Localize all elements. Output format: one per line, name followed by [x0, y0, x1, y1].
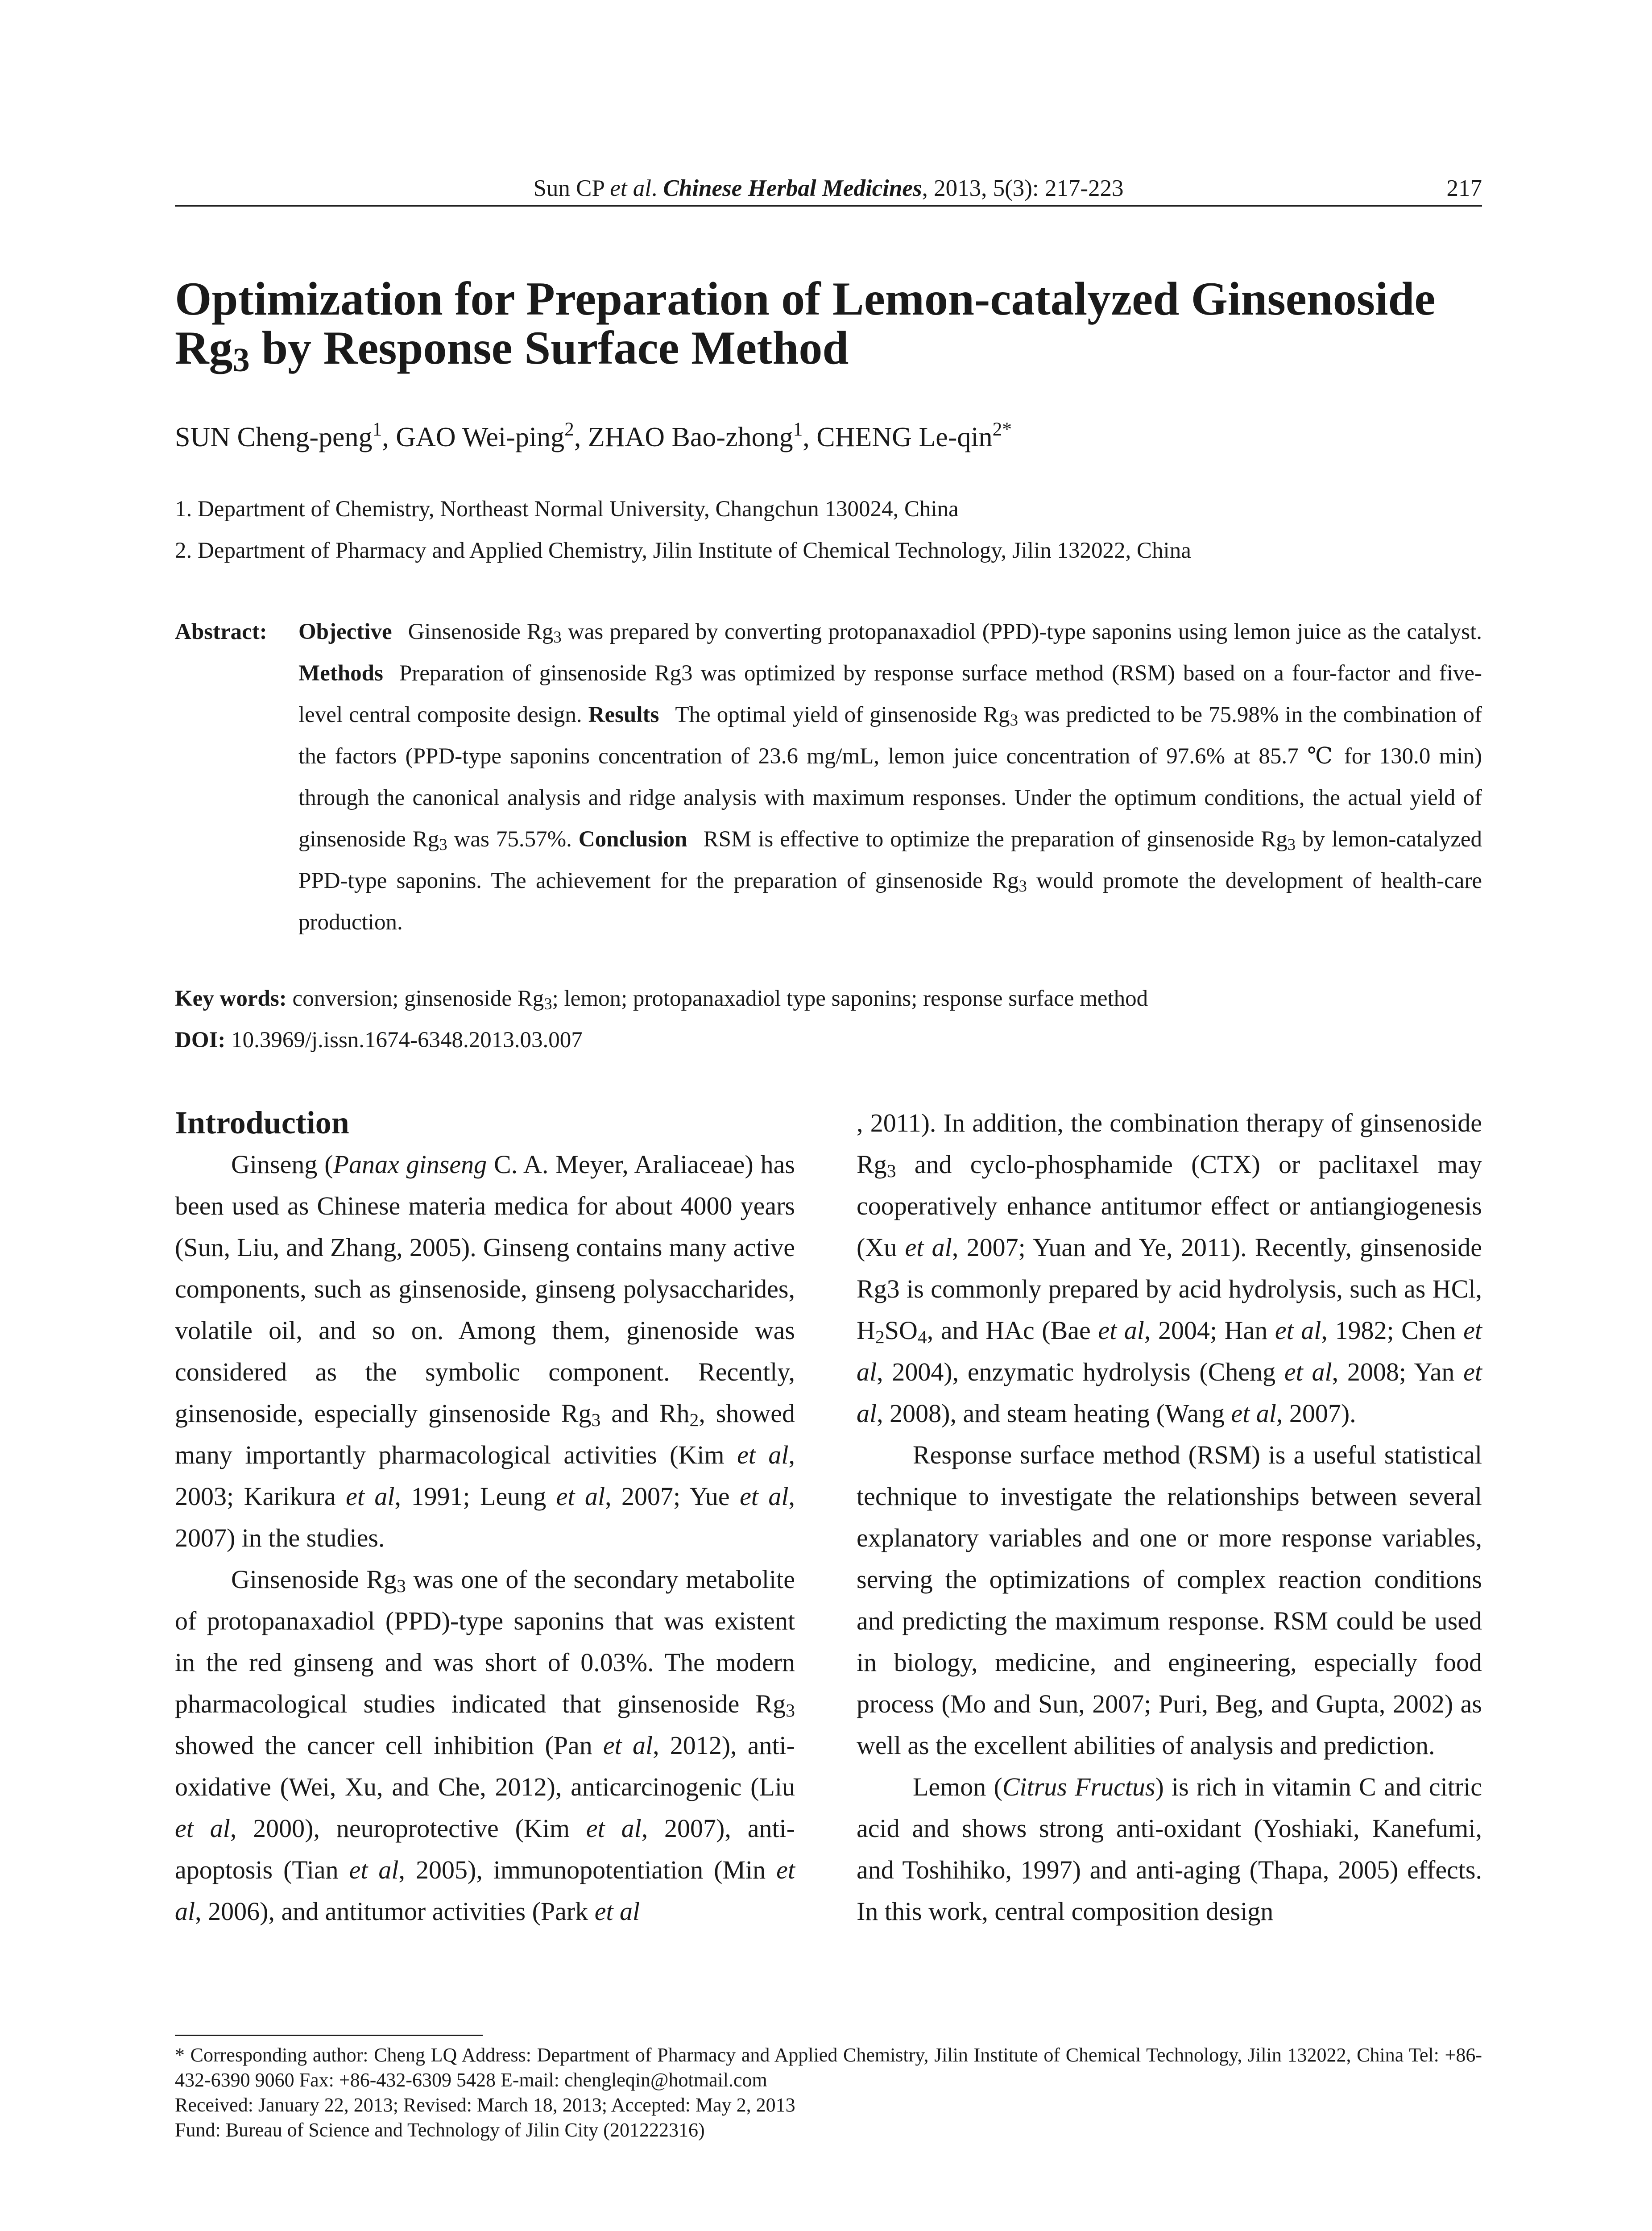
italic-text: et al: [346, 1482, 395, 1511]
body-text: , showed many importantly pharmacological activities (Kim: [175, 1399, 795, 1469]
footnotes: [175, 2043, 1482, 2143]
italic-text: et al: [349, 1855, 399, 1884]
received-dates: Received: January 22, 2013; Revised: March 18, 2013; Accepted: May 2, 2013: [175, 2094, 795, 2116]
abstract-text: would promote the development of health-care production.: [298, 868, 1482, 935]
body-text: , 1982; Chen: [1321, 1316, 1464, 1345]
italic-text: et al: [1284, 1357, 1332, 1386]
body-text: , 2003; Karikura: [175, 1440, 795, 1511]
body-text: , 2012), anti-oxidative (Wei, Xu, and Che, 2012), anticarcinogenic (Liu: [175, 1731, 795, 1801]
italic-text: et al: [1275, 1316, 1321, 1345]
italic-text: et al: [1231, 1399, 1276, 1428]
subscript: 3: [886, 1161, 896, 1182]
author-separator: ,: [803, 422, 817, 452]
body-text: ) is rich in vitamin C and citric acid and shows strong anti-oxidant (Yoshiaki, Kanefumi, and Toshihiko, 1997) and anti-aging (Thapa, 2005) effects. In this work, central composition design: [857, 1772, 1482, 1926]
author-separator: ,: [574, 422, 588, 452]
subscript: 3: [544, 995, 552, 1013]
author-name: GAO Wei-ping: [396, 422, 565, 452]
conclusion-label: Conclusion: [578, 827, 687, 852]
italic-text: et al: [594, 1897, 640, 1926]
author-affiliation-mark: 2*: [992, 419, 1012, 440]
italic-text: et al: [1098, 1316, 1144, 1345]
doi-label: DOI:: [175, 1028, 226, 1053]
body-text: Ginseng (: [231, 1150, 333, 1179]
keywords-text: conversion; ginsenoside Rg: [286, 986, 544, 1011]
keywords: [175, 983, 1482, 1014]
page-number: 217: [1446, 175, 1482, 201]
abstract-text: was prepared by converting protopanaxadiol (PPD)-type saponins using lemon juice as the catalyst.: [561, 619, 1482, 644]
section-heading-introduction: Introduction: [175, 1105, 349, 1140]
author: [588, 419, 817, 452]
methods-label: Methods: [298, 661, 383, 686]
abstract-label: Abstract:: [175, 619, 267, 644]
author-affiliation-mark: 1: [793, 419, 803, 440]
body-text: , 2007; Yuan and Ye, 2011). Recently, ginsenoside Rg3 is commonly prepared by acid hydrolysis, such as HCl, H: [857, 1233, 1482, 1345]
body-text: , 2005), immunopotentiation (Min: [398, 1855, 777, 1884]
author-affiliation-mark: 2: [564, 419, 574, 440]
italic-text: et al: [175, 1814, 230, 1843]
body-text: , 2008), and steam heating (Wang: [877, 1399, 1231, 1428]
intro-paragraph-4: [857, 1766, 1482, 1932]
body-text: was one of the secondary metabolite of protopanaxadiol (PPD)-type saponins that was existent in the red ginseng and was short of 0.03%. The modern pharmacological studies indicated that ginsenoside Rg: [175, 1565, 795, 1718]
header-citation: [175, 175, 1482, 202]
abstract-text: Ginsenoside Rg: [408, 619, 554, 644]
doi-value: 10.3969/j.issn.1674-6348.2013.03.007: [225, 1028, 583, 1053]
author-separator: ,: [382, 422, 396, 452]
doi: [175, 1024, 1482, 1056]
intro-paragraph-3: [857, 1434, 1482, 1766]
italic-text: et al: [857, 1357, 1482, 1428]
body-text: , 2008; Yan: [1332, 1357, 1464, 1386]
subscript: 3: [396, 1576, 406, 1597]
body-text: , 2007), anti-apoptosis (Tian: [175, 1814, 795, 1884]
subscript: 3: [786, 1700, 795, 1721]
italic-text: et al: [603, 1731, 653, 1760]
body-text: , 2007).: [1276, 1399, 1356, 1428]
italic-text: et al: [556, 1482, 605, 1511]
italic-text: Citrus Fructus: [1002, 1772, 1155, 1801]
italic-text: et al: [740, 1482, 789, 1511]
italic-text: et al: [905, 1233, 952, 1262]
journal-name: Chinese Herbal Medicines: [663, 175, 922, 201]
abstract-text: was 75.57%.: [447, 827, 572, 852]
abstract-text: Preparation of ginsenoside Rg3 was optimized by response surface method (RSM) based on a four-factor and five-level central composite design.: [298, 661, 1482, 727]
body-text: , 2007) in the studies.: [175, 1482, 795, 1552]
subscript: 3: [591, 1410, 601, 1431]
abstract-text: was predicted to be 75.98% in the combination of the factors (PPD-type saponins concentration of 23.6 mg/mL, lemon juice concentration of 97.6% at 85.7 ℃ for 130.0 min) through the canonical analysis and ridge analysis with maximum responses. Under the optimum conditions, the actual yield of ginsenoside Rg: [298, 702, 1482, 852]
author-name: ZHAO Bao-zhong: [588, 422, 793, 452]
abstract-text: The optimal yield of ginsenoside Rg: [675, 702, 1010, 727]
author-affiliation-mark: 1: [372, 419, 382, 440]
title-subscript: 3: [232, 340, 250, 379]
subscript: 3: [1010, 711, 1018, 730]
italic-text: et al: [586, 1814, 642, 1843]
abstract: [175, 611, 1482, 943]
author: [396, 419, 588, 452]
subscript: 3: [553, 628, 562, 647]
citation-etal: et al: [610, 175, 652, 201]
italic-text: Panax ginseng: [333, 1150, 487, 1179]
title-line-1: Optimization for Preparation of Lemon-catalyzed Ginsenoside: [175, 273, 1436, 325]
title-line-2-prefix: Rg: [175, 322, 233, 374]
affiliation: 2. Department of Pharmacy and Applied Chemistry, Jilin Institute of Chemical Technology, Jilin 132022, China: [175, 538, 1191, 563]
subscript: 3: [1287, 835, 1296, 854]
italic-text: et al: [175, 1855, 795, 1926]
author-name: SUN Cheng-peng: [175, 422, 373, 452]
body-text: , 2011). In addition, the combination therapy of ginsenoside Rg: [857, 1108, 1482, 1179]
body-text: , 2006), and antitumor activities (Park: [195, 1897, 595, 1926]
affiliations: [175, 489, 1482, 572]
body-text: , 2004; Han: [1144, 1316, 1275, 1345]
body-text: and cyclo-phosphamide (CTX) or paclitaxel may cooperatively enhance antitumor effect or antiangiogenesis (Xu: [857, 1150, 1482, 1262]
citation-authors: Sun CP: [533, 175, 610, 201]
keywords-label: Key words:: [175, 986, 287, 1011]
affiliation: 1. Department of Chemistry, Northeast Normal University, Changchun 130024, China: [175, 497, 959, 522]
subscript: 3: [1019, 877, 1027, 896]
subscript: 4: [917, 1327, 927, 1348]
title-line-2-suffix: by Response Surface Method: [249, 322, 849, 374]
intro-right-column: [857, 1102, 1482, 1932]
citation-volume: , 2013, 5(3): 217-223: [922, 175, 1124, 201]
body-text: Ginsenoside Rg: [231, 1565, 397, 1594]
abstract-text: RSM is effective to optimize the preparation of ginsenoside Rg: [703, 827, 1288, 852]
subscript: 2: [689, 1410, 699, 1431]
author: [816, 419, 1012, 452]
body-text: , 2000), neuroprotective (Kim: [230, 1814, 586, 1843]
author: [175, 419, 396, 452]
body-text: C. A. Meyer, Araliaceae) has been used as Chinese materia medica for about 4000 years (Sun, Liu, and Zhang, 2005). Ginseng contains many active components, such as ginsenoside, ginseng polysaccharides, volatile oil, and so on. Among them, ginenoside was considered as the symbolic component. Recently, ginsenoside, especially ginsenoside Rg: [175, 1150, 795, 1428]
running-header: [175, 170, 1482, 207]
paper-title: [175, 273, 1482, 379]
author-list: [175, 419, 1482, 455]
subscript: 2: [875, 1327, 885, 1348]
footnote-rule: [175, 2035, 483, 2036]
body-text: and Rh: [600, 1399, 690, 1428]
intro-paragraph-2-start: [175, 1559, 795, 1932]
body-text: SO: [884, 1316, 918, 1345]
subscript: 3: [439, 835, 447, 854]
body-text: , 2007; Yue: [605, 1482, 740, 1511]
body-text: , and HAc (Bae: [927, 1316, 1098, 1345]
keywords-text: ; lemon; protopanaxadiol type saponins; response surface method: [552, 986, 1148, 1011]
body-text: , 2004), enzymatic hydrolysis (Cheng: [877, 1357, 1284, 1386]
intro-paragraph-2-cont: [857, 1102, 1482, 1434]
body-text: showed the cancer cell inhibition (Pan: [175, 1731, 603, 1760]
intro-paragraph-1: [175, 1144, 795, 1559]
body-text: , 1991; Leung: [394, 1482, 556, 1511]
abstract-text: by lemon-catalyzed PPD-type saponins. The achievement for the preparation of ginsenoside Rg: [298, 827, 1482, 893]
citation-separator: .: [651, 175, 663, 201]
intro-left-column: [175, 1102, 795, 1932]
corresponding-author-note: * Corresponding author: Cheng LQ Address: Department of Pharmacy and Applied Chemistry, Jilin Institute of Chemical Technology, Jilin 132022, China Tel: +86-432-6390 9060 Fax: +86-432-6309 5428 E-mail: chengleqin@hotmail.com: [175, 2044, 1482, 2091]
objective-label: Objective: [298, 619, 392, 644]
body-text: Lemon (: [913, 1772, 1002, 1801]
italic-text: et al: [857, 1316, 1482, 1386]
italic-text: et al: [737, 1440, 789, 1469]
results-label: Results: [588, 702, 659, 727]
author-name: CHENG Le-qin: [816, 422, 993, 452]
body-text: Response surface method (RSM) is a useful statistical technique to investigate the relationships between several explanatory variables and one or more response variables, serving the optimizations of complex reaction conditions and predicting the maximum response. RSM could be used in biology, medicine, and engineering, especially food process (Mo and Sun, 2007; Puri, Beg, and Gupta, 2002) as well as the excellent abilities of analysis and prediction.: [857, 1440, 1482, 1760]
fund-note: Fund: Bureau of Science and Technology of Jilin City (201222316): [175, 2119, 705, 2141]
abstract-body: [298, 611, 1482, 943]
